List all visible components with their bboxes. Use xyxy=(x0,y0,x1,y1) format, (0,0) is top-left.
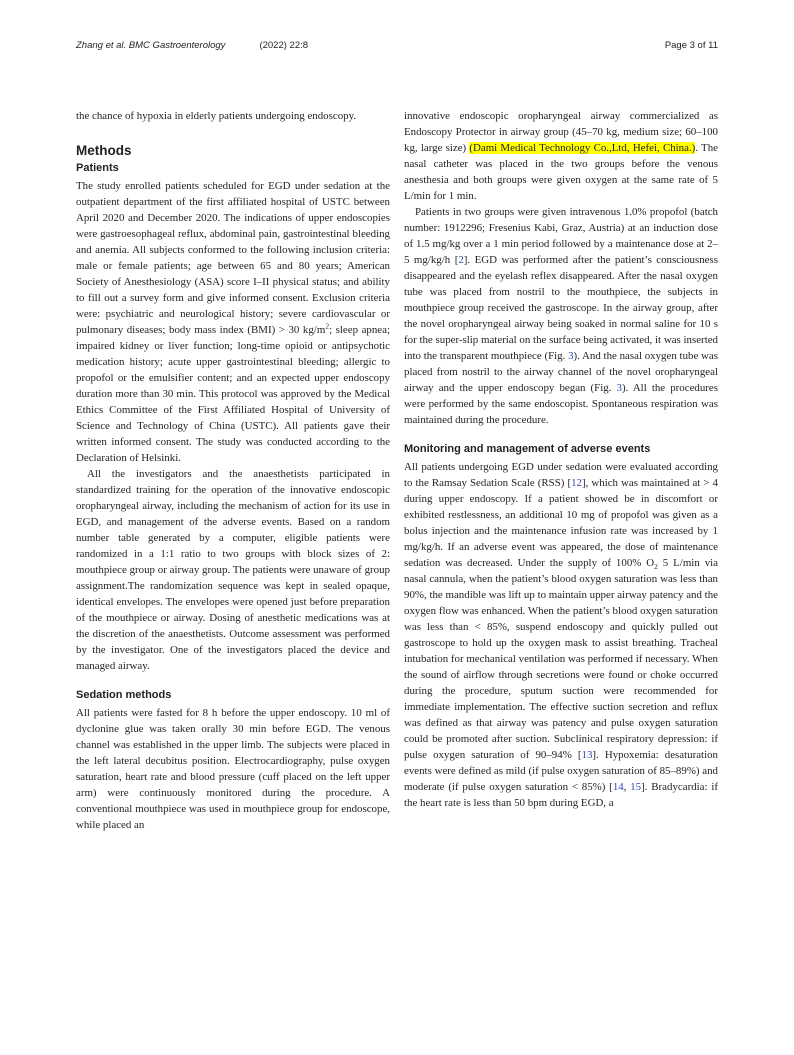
right-column xyxy=(404,108,718,833)
superscript: 2 xyxy=(325,321,330,331)
paragraph: Patients in two groups were given intravenous 1.0% propofol (batch number: 1912296; Fresenius Kabi, Graz, Austria) at an induction dose of 1.5 mg/kg over a 1 min period followed by a maintenance dose at 2–5 mg/kg/h [2]. EGD was performed after the patient’s consciousness disappeared and the eyelash reflex disappeared. After the nasal oxygen tube was placed from nostril to the mouthpiece, the subjects in mouthpiece group received the gastroscope. In the airway group, after the novel oropharyngeal airway being soaked in normal saline for 10 s for the super-slip material on the surface being activated, it was inserted into the transparent mouthpiece (Fig. 3). And the nasal oxygen tube was placed from nostril to the airway channel of the novel oropharyngeal airway and the upper endoscopy began (Fig. 3). All the procedures were performed by the same endoscopist. Spontaneous respiration was maintained during the procedure. xyxy=(404,206,718,426)
paragraph: The study enrolled patients scheduled for EGD under sedation at the outpatient department of the first affiliated hospital of USTC between April 2020 and December 2020. The indications of upper endoscopies were gastroesophageal reflux, abdominal pain, gastrointestinal bleeding and anemia. All subjects conformed to the following inclusion criteria: male or female patients; age between 65 and 80 years; American Society of Anesthesiology (ASA) score I–II physical status; and ability to fill out a survey form and give informed consent. Exclusion criteria were: psychiatric and neurological history; severe cardiovascular or pulmonary diseases; body mass index (BMI) > 30 $kg/m^2$; sleep apnea; impaired kidney or liver function; long-time opioid or antipsychotic medication history; acute upper gastrointestinal bleeding; allergic to propofol or the emulsifier content; and an expected upper endoscopy duration more than 30 min. This protocol was approved by the Medical Ethics Committee of the First Affiliated Hospital of University of Science and Technology of China (USTC). All patients gave their written informed consent. The study was conducted according to the Declaration of Helsinki. xyxy=(76,180,390,464)
citation-link[interactable]: 3 xyxy=(568,350,574,362)
paragraph: All patients undergoing EGD under sedation were evaluated according to the Ramsay Sedation Scale (RSS) [12], which was maintained at > 4 during upper endoscopy. If a patient showed be in discomfort or exhibited restlessness, an additional 10 mg of propofol was given as a bolus injection and the maintenance infusion rate was increased by 1 mg/kg/h. If an adverse event was appeared, the dose of maintenance sedation was decreased. Under the supply of 100% $O_2$ 5 L/min via nasal cannula, when the patient’s blood oxygen saturation was less than 90%, the mandible was lift up to maintain upper airway patency and the oxygen flow was enhanced. When the patient’s blood oxygen saturation was less than < 85%, suspend endoscopy and quickly pulled out gastroscope to hold up the oxygen mask to assist breathing. Tracheal intubation for mechanical ventilation was performed if necessary. When the sound of airflow through secretions were found or choke occurred during the procedure, sputum suction were recommended for immediate implementation. The effective suction secretion and reflux was defined as that airway was patency and pulse oxygen saturation could be promoted after suction. Subclinical respiratory depression: if pulse oxygen saturation of 90–94% [13]. Hypoxemia: desaturation events were defined as mild (if pulse oxygen saturation of 85–89%) and moderate (if pulse oxygen saturation < 85%) [14, 15]. Bradycardia: if the heart rate is less than 50 bpm during EGD, a xyxy=(404,461,719,809)
paragraph: the chance of hypoxia in elderly patients undergoing endoscopy. xyxy=(76,110,357,122)
citation-link[interactable]: 14 xyxy=(612,781,624,793)
left-column xyxy=(76,108,390,833)
subsection-heading: Sedation methods xyxy=(76,689,172,701)
section-heading: Methods xyxy=(76,143,132,158)
header-page-number: Page 3 of 11 xyxy=(664,40,718,51)
highlighted-text: (Dami Medical Technology Co.,Ltd, Hefei, China.) xyxy=(469,142,696,154)
paragraph: All patients were fasted for 8 h before the upper endoscopy. 10 ml of dyclonine glue was taken orally 30 min before EGD. The venous channel was established in the upper limb. The subjects were placed in the left lateral decubitus position. Electrocardiography, pulse oxygen saturation, heart rate and blood pressure (cuff placed on the left upper arm) were continuously monitored during the procedure. A conventional mouthpiece was used in mouthpiece group for endoscope, while placed an xyxy=(76,707,390,831)
subsection-heading: Monitoring and management of adverse events xyxy=(404,443,651,455)
citation-link[interactable]: 12 xyxy=(571,477,582,489)
citation-link[interactable]: 3 xyxy=(616,382,622,394)
header-issue: (2022) 22:8 xyxy=(259,40,309,51)
two-column-body xyxy=(76,108,718,833)
subsection-heading: Patients xyxy=(76,162,119,174)
citation-link[interactable]: 13 xyxy=(581,749,593,761)
running-header xyxy=(76,40,718,51)
header-citation: Zhang et al. BMC Gastroenterology xyxy=(76,40,226,51)
citation-link[interactable]: 2 xyxy=(458,254,464,266)
paragraph: All the investigators and the anaesthetists participated in standardized training for the operation of the innovative endoscopic oropharyngeal airway, including the mechanism of action for its use in EGD, and management of the adverse events. Based on a random number table generated by a computer, eligible patients were randomized in a 1:1 ratio to two groups with block sizes of 2: mouthpiece group or airway group. The patients were unaware of group assignment.The randomization sequence was kept in sealed opaque, identical envelopes. The envelopes were opened just before preparation of the mouthpiece or airway. Dosing of anesthetic medications was at the discretion of the anaesthetists. Outcome assessment was performed by the investigator. One of the investigators placed the device and managed airway. xyxy=(76,468,390,672)
citation-link[interactable]: 15 xyxy=(630,781,642,793)
paragraph: innovative endoscopic oropharyngeal airway commercialized as Endoscopy Protector in airway group (45–70 kg, medium size; 60–100 kg, large size) (Dami Medical Technology Co.,Ltd, Hefei, China.). The nasal catheter was placed in the two groups before the venous anesthesia and both groups were given oxygen at the same rate of 5 L/min for 1 min. xyxy=(404,110,718,202)
subscript: 2 xyxy=(654,562,658,572)
